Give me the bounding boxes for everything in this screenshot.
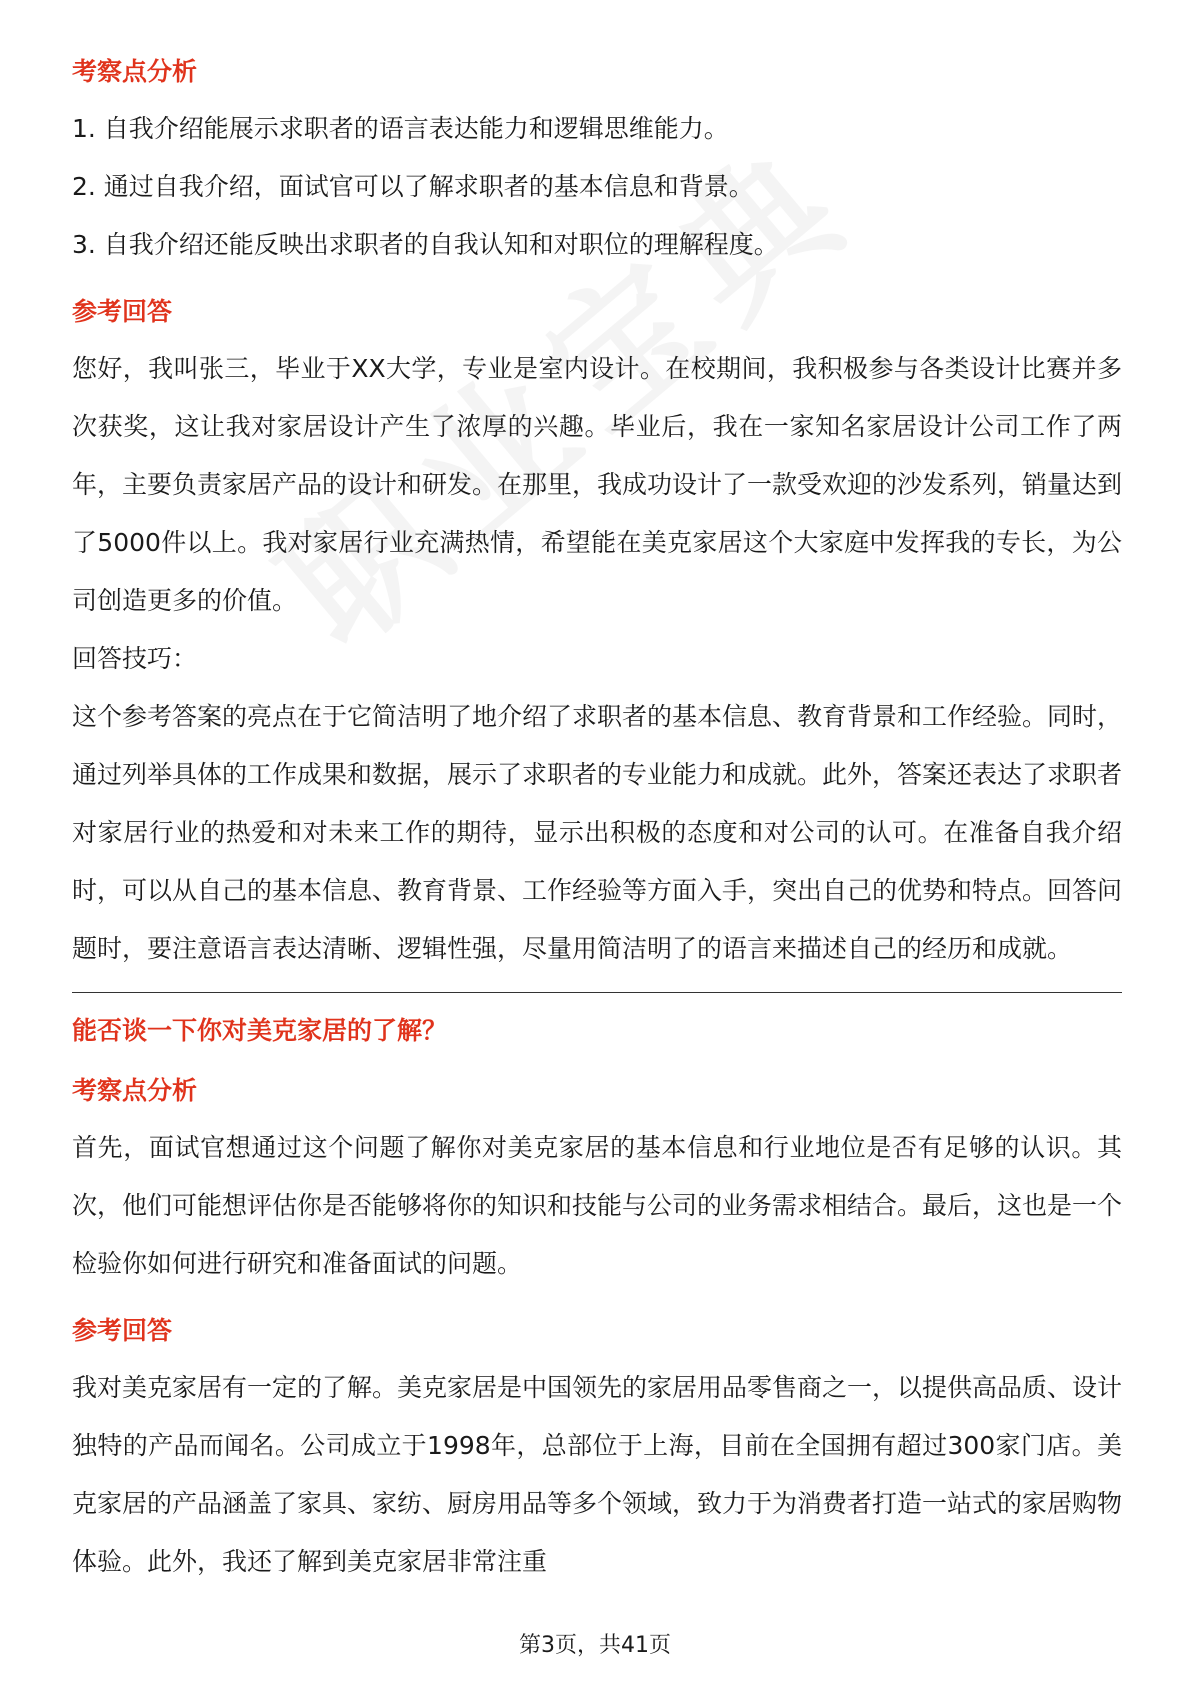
document-page <box>72 44 1122 1591</box>
section1-answer-text: 您好，我叫张三，毕业于XX大学，专业是室内设计。在校期间，我积极参与各类设计比赛并多次获奖，这让我对家居设计产生了浓厚的兴趣。毕业后，我在一家知名家居设计公司工作了两年，主要负责家居产品的设计和研发。在那里，我成功设计了一款受欢迎的沙发系列，销量达到了5000件以上。我对家居行业充满热情，希望能在美克家居这个大家庭中发挥我的专长，为公司创造更多的价值。 <box>72 354 1123 615</box>
page-indicator: 第3页，共41页 <box>519 1633 671 1658</box>
section2-analysis-heading: 考察点分析 <box>72 1076 198 1105</box>
tips-label: 回答技巧： <box>72 644 198 673</box>
analysis-item-1: 1. 自我介绍能展示求职者的语言表达能力和逻辑思维能力。 <box>72 114 729 143</box>
section1-analysis-heading: 考察点分析 <box>72 57 198 86</box>
analysis-item-3: 3. 自我介绍还能反映出求职者的自我认知和对职位的理解程度。 <box>72 230 779 259</box>
section2-answer-heading: 参考回答 <box>72 1316 173 1345</box>
section2-analysis-text: 首先，面试官想通过这个问题了解你对美克家居的基本信息和行业地位是否有足够的认识。其次，他们可能想评估你是否能够将你的知识和技能与公司的业务需求相结合。最后，这也是一个检验你如何进行研究和准备面试的问题。 <box>72 1133 1123 1278</box>
analysis-item-2: 2. 通过自我介绍，面试官可以了解求职者的基本信息和背景。 <box>72 172 754 201</box>
section1-answer-heading: 参考回答 <box>72 297 173 326</box>
tips-text: 这个参考答案的亮点在于它简洁明了地介绍了求职者的基本信息、教育背景和工作经验。同时，通过列举具体的工作成果和数据，展示了求职者的专业能力和成就。此外，答案还表达了求职者对家居行业的热爱和对未来工作的期待，显示出积极的态度和对公司的认可。在准备自我介绍时，可以从自己的基本信息、教育背景、工作经验等方面入手，突出自己的优势和特点。回答问题时，要注意语言表达清晰、逻辑性强，尽量用简洁明了的语言来描述自己的经历和成就。 <box>72 702 1123 963</box>
section2-answer-text: 我对美克家居有一定的了解。美克家居是中国领先的家居用品零售商之一，以提供高品质、设计独特的产品而闻名。公司成立于1998年，总部位于上海，目前在全国拥有超过300家门店。美克家居的产品涵盖了家具、家纺、厨房用品等多个领域，致力于为消费者打造一站式的家居购物体验。此外，我还了解到美克家居非常注重 <box>72 1373 1123 1576</box>
section-divider <box>72 992 1122 993</box>
question-title: 能否谈一下你对美克家居的了解？ <box>72 1016 448 1045</box>
